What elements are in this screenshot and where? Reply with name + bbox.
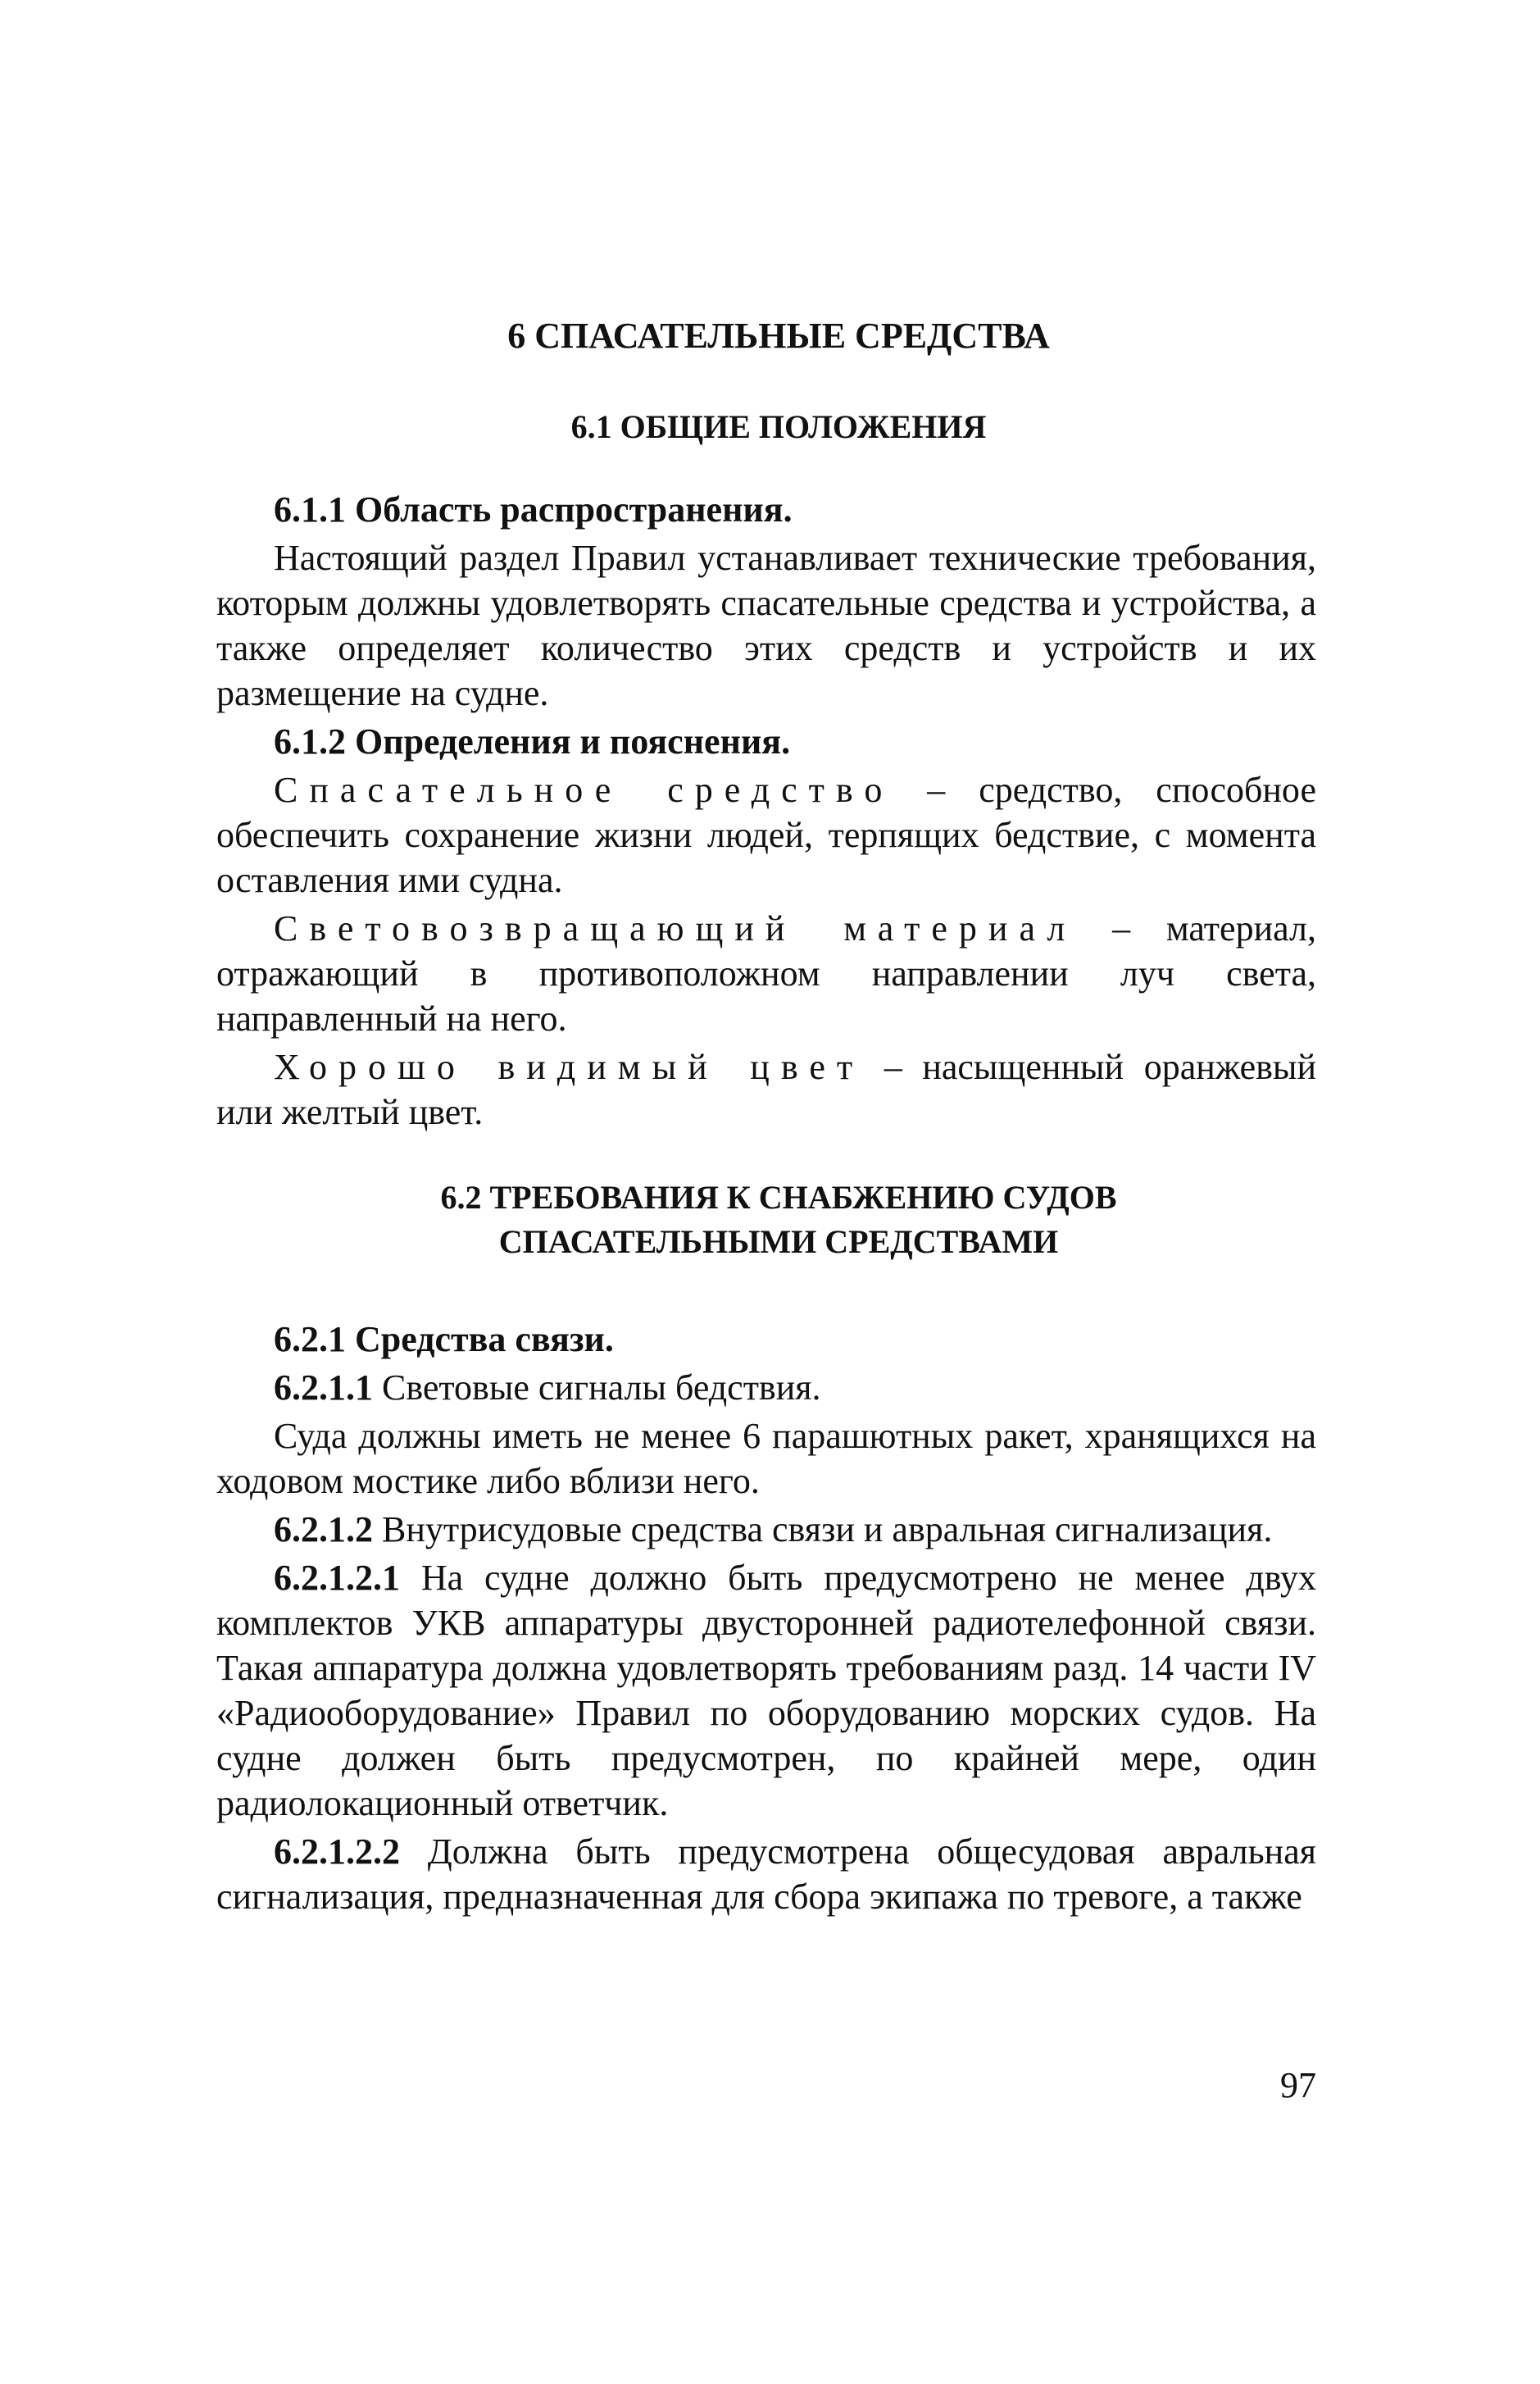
definition-text: – средство, способное обеспечить сохранение жизни людей, терпящих бедствие, с момента оставления ими судна.: [216, 770, 1316, 900]
section-6-2-title-line-1: 6.2 ТРЕБОВАНИЯ К СНАБЖЕНИЮ СУДОВ: [440, 1179, 1117, 1216]
subsection-6-1-1-text: Настоящий раздел Правил устанавливает технические требования, которым должны удовлетворять спасательные средства и устройства, а также определяет количество этих средств и устройств и их размещение на судне.: [216, 538, 1316, 713]
item-number: 6.2.1.2.2: [274, 1831, 400, 1872]
item-text: Световые сигналы бедствия.: [373, 1367, 821, 1408]
definition-term: Спасательное средство: [274, 770, 894, 810]
definition-retroreflective-material: [216, 906, 1316, 1041]
subsection-6-2-1-heading: 6.2.1 Средства связи.: [274, 1319, 614, 1359]
item-6-2-1-1-body: Суда должны иметь не менее 6 парашютных ракет, хранящихся на ходовом мостике либо вблизи него.: [216, 1416, 1316, 1501]
definition-text: – насыщенный оранжевый или желтый цвет.: [216, 1047, 1317, 1132]
document-page: [216, 312, 1316, 1922]
chapter-title: 6 СПАСАТЕЛЬНЫЕ СРЕДСТВА: [507, 316, 1050, 356]
definition-term: Световозвращающий материал: [274, 908, 1077, 949]
definition-lifesaving-appliance: [216, 767, 1316, 903]
definition-text: – материал, отражающий в противоположном направлении луч света, направленный на него.: [216, 908, 1316, 1039]
page-number: 97: [1280, 2065, 1316, 2105]
item-number: 6.2.1.2.1: [274, 1558, 400, 1598]
subsection-6-1-2-heading: 6.1.2 Определения и пояснения.: [274, 721, 791, 762]
section-6-2-title: [216, 1176, 1316, 1264]
item-6-2-1-2-1: [216, 1555, 1316, 1826]
item-text: На судне должно быть предусмотрено не менее двух комплектов УКВ аппаратуры двусторонней радиотелефонной связи. Такая аппаратура должна удовлетворять требованиям разд. 14 части IV «Радиооборудование» Правил по оборудованию морских судов. На судне должен быть предусмотрен, по крайней мере, один радиолокационный ответчик.: [216, 1558, 1316, 1823]
item-number: 6.2.1.1: [274, 1367, 373, 1408]
item-text: Внутрисудовые средства связи и авральная сигнализация.: [373, 1509, 1273, 1549]
item-6-2-1-2: [216, 1507, 1316, 1552]
section-6-1-title: 6.1 ОБЩИЕ ПОЛОЖЕНИЯ: [570, 408, 987, 445]
item-6-2-1-1: [216, 1365, 1316, 1410]
item-6-2-1-2-2: [216, 1829, 1316, 1919]
item-text: Должна быть предусмотрена общесудовая авральная сигнализация, предназначенная для сбора экипажа по тревоге, а также: [216, 1831, 1316, 1917]
subsection-6-1-1-heading: 6.1.1 Область распространения.: [274, 489, 793, 530]
item-number: 6.2.1.2: [274, 1509, 373, 1549]
section-6-2-title-line-2: СПАСАТЕЛЬНЫМИ СРЕДСТВАМИ: [498, 1223, 1059, 1260]
definition-highly-visible-color: [216, 1044, 1316, 1135]
definition-term: Хорошо видимый цвет: [274, 1047, 865, 1087]
